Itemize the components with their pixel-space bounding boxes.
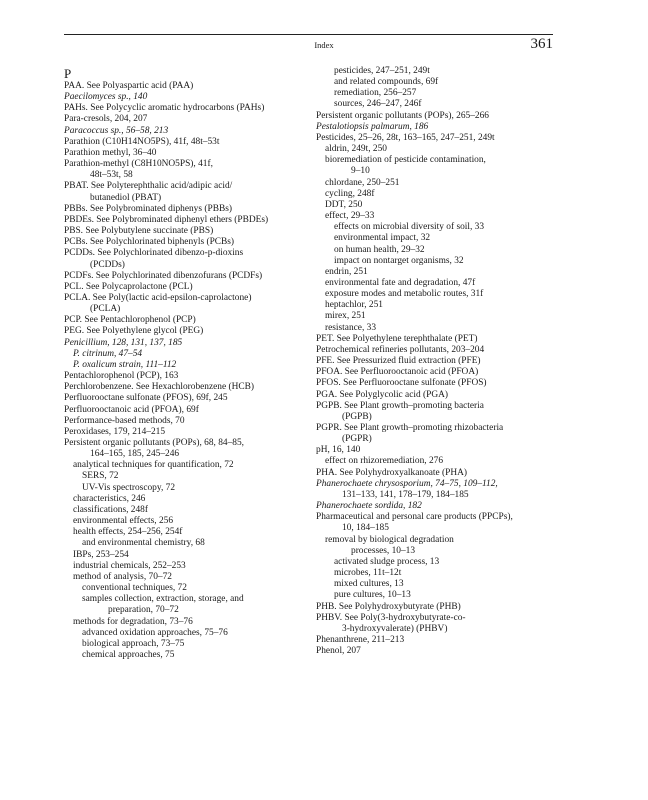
- index-entry: Phanerochaete sordida, 182: [316, 501, 422, 512]
- index-entry: Parathion (C10H14NO5PS), 41f, 48t–53t: [64, 136, 220, 147]
- index-entry: PCP. See Pentachlorophenol (PCP): [64, 315, 196, 326]
- index-entry: environmental effects, 256: [73, 516, 174, 527]
- index-entry: pure cultures, 10–13: [334, 590, 411, 601]
- index-entry: removal by biological degradation: [325, 534, 454, 545]
- index-entry: conventional techniques, 72: [82, 583, 187, 594]
- index-entry: impact on nontarget organisms, 32: [334, 255, 464, 266]
- index-entry: processes, 10–13: [351, 545, 416, 556]
- index-entry: activated sludge process, 13: [334, 556, 440, 567]
- index-entry: aldrin, 249t, 250: [325, 144, 387, 155]
- index-entry: mirex, 251: [325, 311, 366, 322]
- index-entry: Performance-based methods, 70: [64, 415, 185, 426]
- index-entry: advanced oxidation approaches, 75–76: [82, 627, 228, 638]
- index-entry: Persistent organic pollutants (POPs), 265–266: [316, 110, 489, 121]
- index-entry: biological approach, 73–75: [82, 638, 185, 649]
- index-entry: environmental impact, 32: [334, 233, 431, 244]
- index-entry: Phanerochaete chrysosporium, 74–75, 109–112,: [316, 478, 498, 489]
- index-entry: Perchlorobenzene. See Hexachlorobenzene (HCB): [64, 382, 255, 393]
- index-entry: PBS. See Polybutylene succinate (PBS): [64, 226, 214, 237]
- index-entry: (PCLA): [90, 304, 121, 315]
- index-entry: industrial chemicals, 252–253: [73, 560, 186, 571]
- index-entry: Phenol, 207: [316, 646, 361, 657]
- index-entry: PHB. See Polyhydroxybutyrate (PHB): [316, 601, 461, 612]
- index-entry: environmental fate and degradation, 47f: [325, 277, 476, 288]
- index-entry: methods for degradation, 73–76: [73, 616, 193, 627]
- index-entry: PGPB. See Plant growth–promoting bacteria: [316, 400, 484, 411]
- index-entry: 3-hydroxyvalerate) (PHBV): [342, 623, 448, 634]
- index-entry: Pharmaceutical and personal care products (PPCPs),: [316, 512, 513, 523]
- index-entry: chemical approaches, 75: [82, 649, 175, 660]
- index-entry: analytical techniques for quantification, 72: [73, 460, 234, 471]
- index-entry: Perfluorooctane sulfonate (PFOS), 69f, 245: [64, 393, 228, 404]
- header-rule: [64, 34, 553, 35]
- index-entry: exposure modes and metabolic routes, 31f: [325, 289, 484, 300]
- index-entry: IBPs, 253–254: [73, 549, 129, 560]
- index-entry: butanediol (PBAT): [90, 192, 162, 203]
- index-entry: Petrochemical refineries pollutants, 203–204: [316, 344, 485, 355]
- index-entry: Penicillium, 128, 131, 137, 185: [64, 337, 183, 348]
- index-entry: PHA. See Polyhydroxyalkanoate (PHA): [316, 467, 468, 478]
- index-entry: PBBs. See Polybrominated diphenys (PBBs): [64, 203, 232, 214]
- index-entry: PCBs. See Polychlorinated biphenyls (PCBs): [64, 237, 235, 248]
- index-entry: SERS, 72: [82, 471, 119, 482]
- index-entry: pH, 16, 140: [316, 445, 361, 456]
- index-entry: Pesticides, 25–26, 28t, 163–165, 247–251, 249t: [316, 132, 495, 143]
- index-entry: P. oxalicum strain, 111–112: [73, 359, 177, 370]
- index-column-right: [316, 66, 552, 657]
- index-entry: (PGPR): [342, 434, 372, 445]
- index-entry: PEG. See Polyethylene glycol (PEG): [64, 326, 204, 337]
- page-number: 361: [530, 36, 553, 52]
- index-entry: (PGPB): [342, 411, 372, 422]
- index-entry: PAA. See Polyaspartic acid (PAA): [64, 81, 194, 91]
- index-entry: PFOA. See Perfluorooctanoic acid (PFOA): [316, 367, 479, 378]
- index-entry: Pestalotiopsis palmarum, 186: [316, 121, 429, 132]
- index-entry: PGPR. See Plant growth–promoting rhizobacteria: [316, 423, 504, 433]
- index-entry: Perfluorooctanoic acid (PFOA), 69f: [64, 404, 199, 415]
- section-letter: P: [64, 66, 72, 81]
- index-entry: effect, 29–33: [325, 211, 375, 222]
- right-entries: [316, 66, 552, 657]
- index-entry: PHBV. See Poly(3-hydroxybutyrate-co-: [316, 612, 466, 623]
- index-entry: health effects, 254–256, 254f: [73, 527, 183, 538]
- index-entry: cycling, 248f: [325, 188, 375, 199]
- index-entry: effects on microbial diversity of soil, 33: [334, 222, 485, 233]
- index-entry: 9–10: [351, 166, 370, 177]
- running-head: Index: [314, 40, 334, 50]
- index-entry: bioremediation of pesticide contamination,: [325, 155, 486, 166]
- index-entry: characteristics, 246: [73, 493, 146, 504]
- index-entry: remediation, 256–257: [334, 88, 417, 99]
- index-entry: Paracoccus sp., 56–58, 213: [64, 125, 169, 136]
- index-entry: classifications, 248f: [73, 504, 148, 515]
- index-entry: method of analysis, 70–72: [73, 571, 172, 582]
- index-entry: PET. See Polyethylene terephthalate (PET): [316, 333, 478, 344]
- index-entry: P. citrinum, 47–54: [73, 348, 143, 359]
- index-entry: PGA. See Polyglycolic acid (PGA): [316, 389, 449, 400]
- index-entry: sources, 246–247, 246f: [334, 99, 422, 110]
- index-entry: Para-cresols, 204, 207: [64, 114, 148, 125]
- index-entry: 131–133, 141, 178–179, 184–185: [342, 489, 469, 500]
- index-entry: PCLA. See Poly(lactic acid-epsilon-caprolactone): [64, 292, 252, 303]
- index-entry: preparation, 70–72: [108, 605, 179, 616]
- index-entry: microbes, 11t–12t: [334, 568, 402, 579]
- index-entry: 164–165, 185, 245–246: [90, 449, 180, 460]
- index-entry: PBDEs. See Polybrominated diphenyl ethers (PBDEs): [64, 214, 269, 225]
- index-entry: PCDDs. See Polychlorinated dibenzo-p-dioxins: [64, 248, 244, 259]
- index-entry: endrin, 251: [325, 266, 368, 277]
- index-entry: PFOS. See Perfluorooctane sulfonate (PFOS): [316, 378, 487, 389]
- index-entry: Parathion-methyl (C8H10NO5PS), 41f,: [64, 159, 213, 170]
- index-entry: and environmental chemistry, 68: [82, 538, 205, 549]
- index-entry: UV-Vis spectroscopy, 72: [82, 482, 176, 493]
- index-entry: Phenanthrene, 211–213: [316, 634, 405, 645]
- index-entry: chlordane, 250–251: [325, 177, 400, 188]
- index-entry: PCDFs. See Polychlorinated dibenzofurans (PCDFs): [64, 270, 263, 281]
- index-entry: resistance, 33: [325, 322, 377, 333]
- left-entries: [64, 81, 300, 661]
- index-entry: 48t–53t, 58: [90, 170, 133, 181]
- index-entry: DDT, 250: [325, 199, 363, 210]
- index-entry: heptachlor, 251: [325, 300, 383, 311]
- index-entry: effect on rhizoremediation, 276: [325, 456, 444, 467]
- index-entry: Parathion methyl, 36–40: [64, 147, 157, 158]
- index-entry: PAHs. See Polycyclic aromatic hydrocarbons (PAHs): [64, 103, 265, 114]
- index-entry: PCL. See Polycaprolactone (PCL): [64, 281, 193, 292]
- index-entry: samples collection, extraction, storage, and: [82, 594, 244, 605]
- index-entry: PFE. See Pressurized fluid extraction (PFE): [316, 356, 481, 367]
- index-entry: PBAT. See Polyterephthalic acid/adipic acid/: [64, 181, 233, 192]
- index-entry: mixed cultures, 13: [334, 579, 404, 590]
- index-column-left: [64, 67, 300, 661]
- index-entry: (PCDDs): [90, 259, 125, 270]
- index-entry: 10, 184–185: [342, 523, 389, 534]
- index-entry: pesticides, 247–251, 249t: [334, 66, 430, 76]
- index-entry: Peroxidases, 179, 214–215: [64, 426, 166, 437]
- index-entry: and related compounds, 69f: [334, 77, 439, 88]
- index-entry: on human health, 29–32: [334, 244, 425, 255]
- index-entry: Paecilomyces sp., 140: [64, 92, 148, 103]
- index-entry: Persistent organic pollutants (POPs), 68, 84–85,: [64, 438, 245, 448]
- index-entry: Pentachlorophenol (PCP), 163: [64, 371, 179, 382]
